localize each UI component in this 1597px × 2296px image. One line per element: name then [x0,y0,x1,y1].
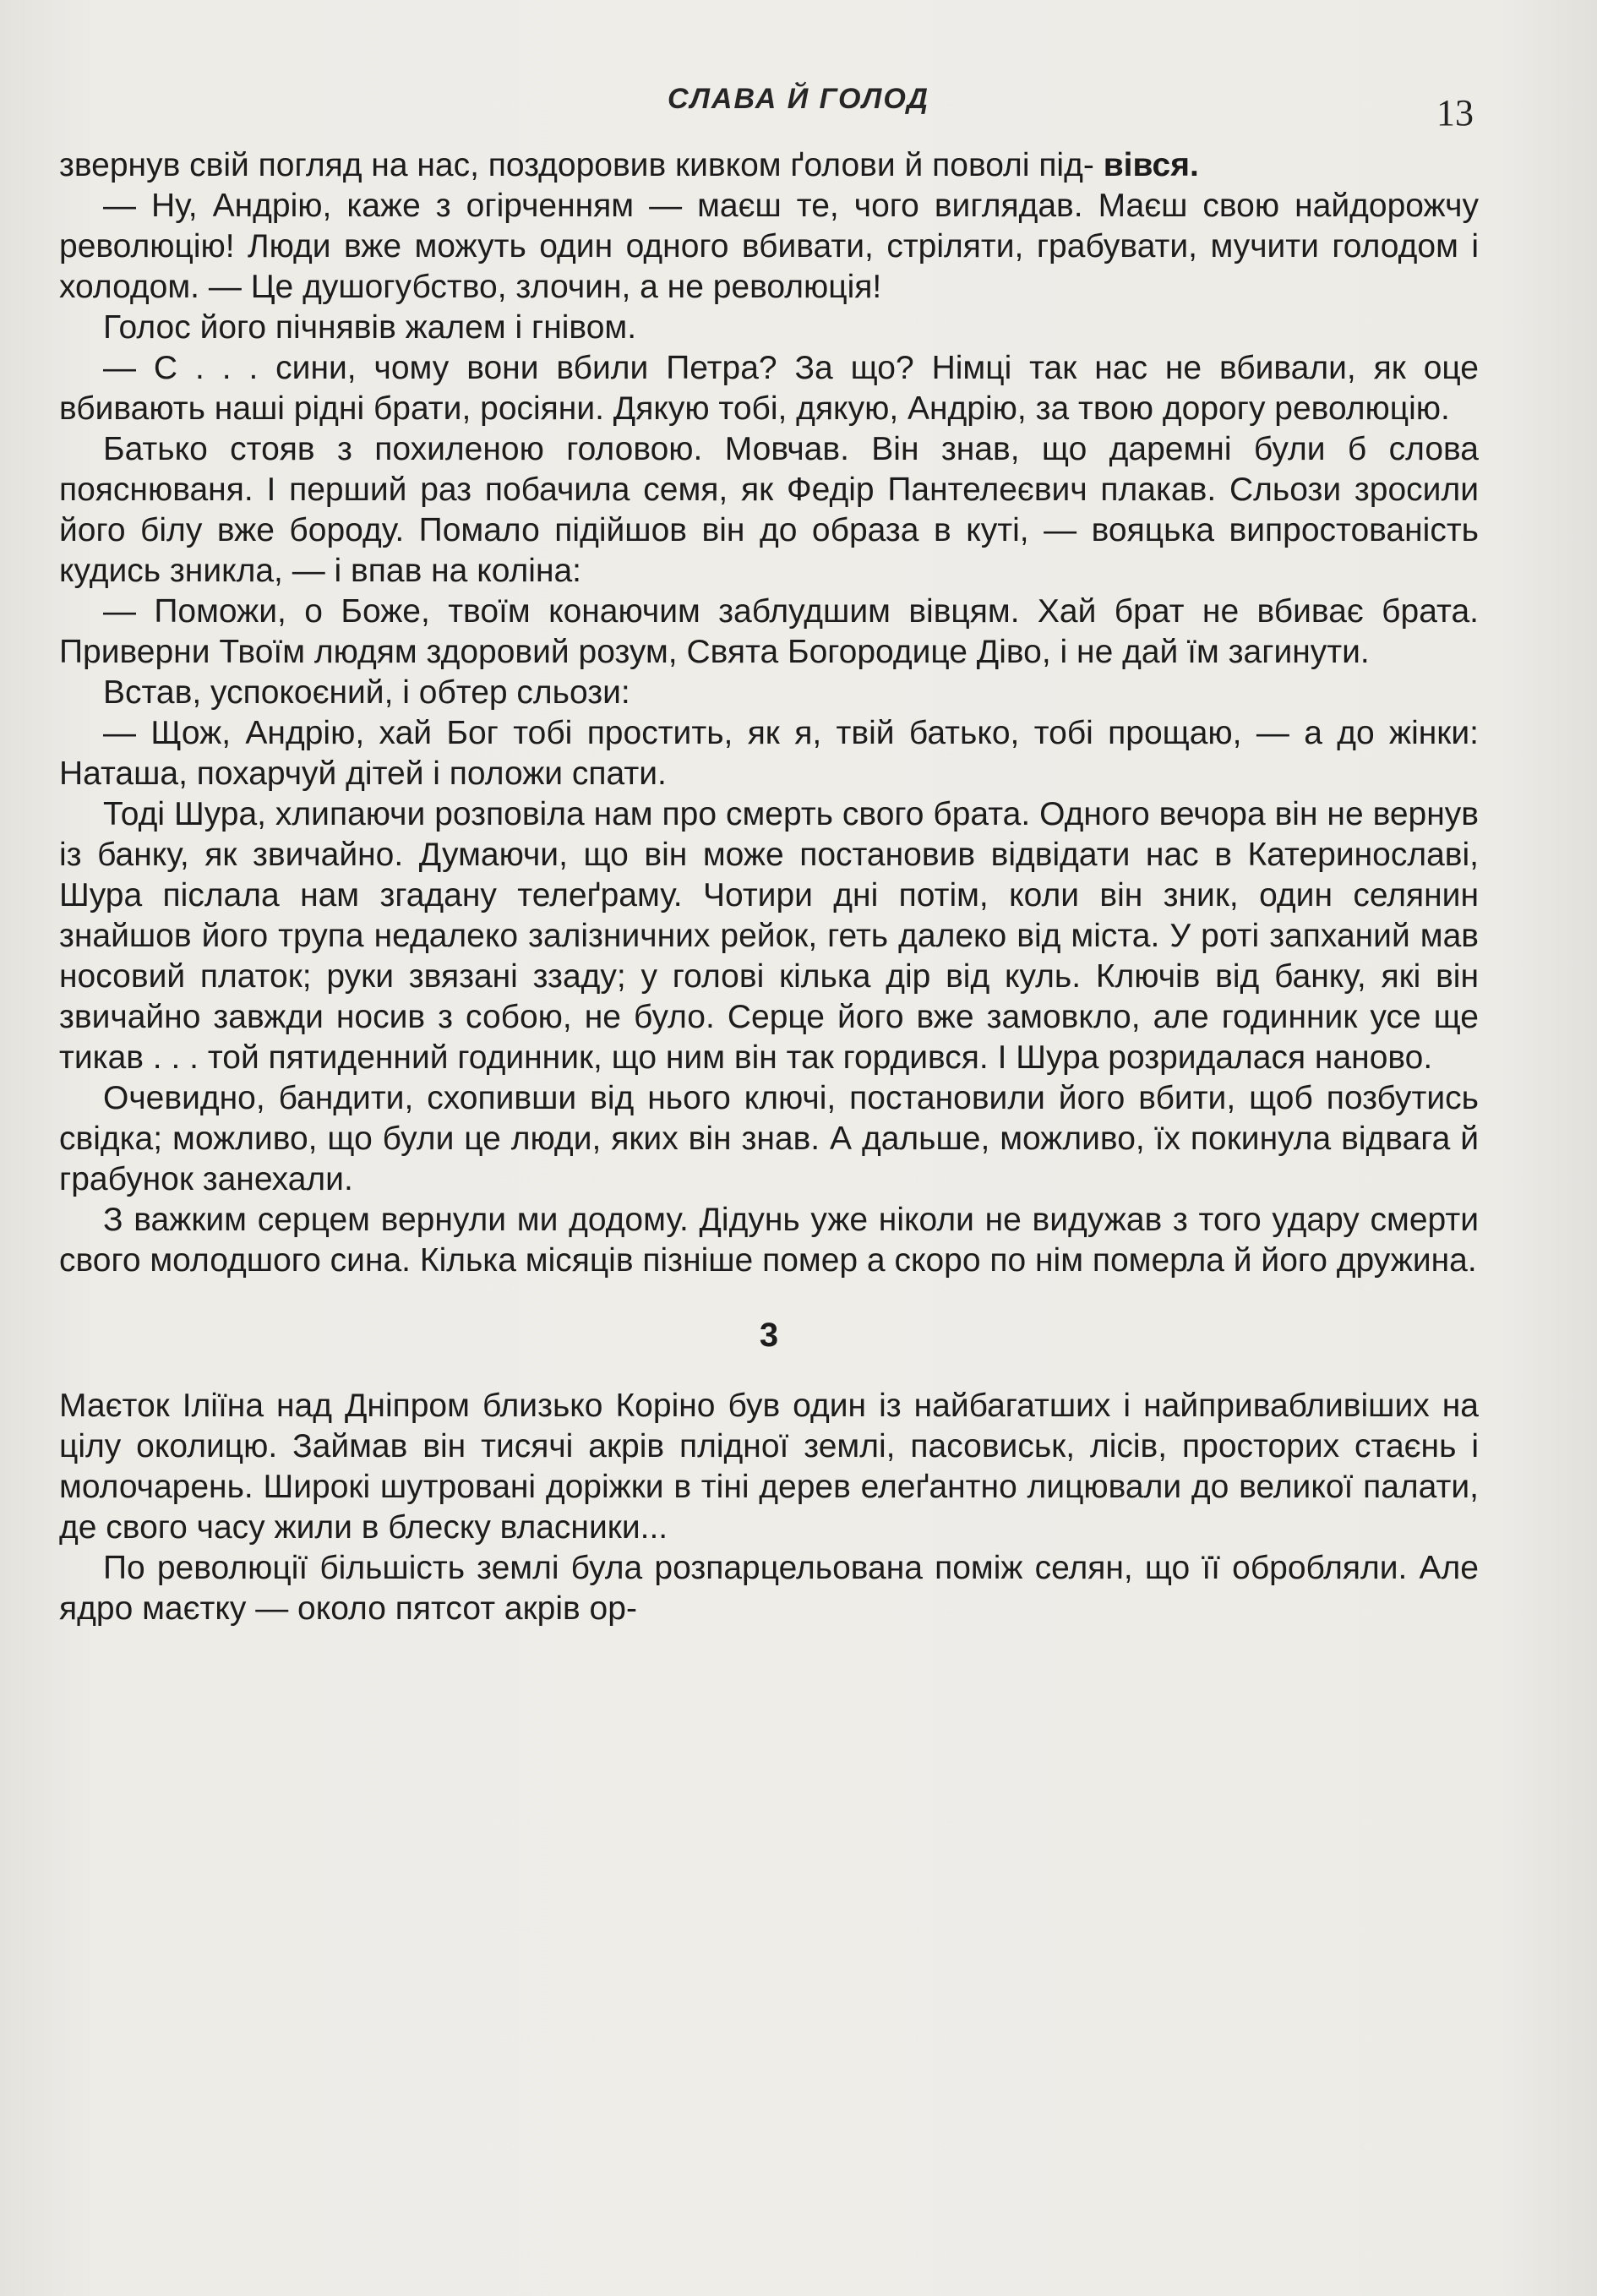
paragraph-continuation-end: вівся. [1103,147,1199,183]
paragraph: Тоді Шура, хлипаючи розповіла нам про смерть свого брата. Одного вечора він не вернув із банку, як звичайно. Думаючи, що він може постановив відвідати нас в Катеринославі, Шура післала нам згадану телеґраму. Чотири дні потім, коли він зник, один селянин знайшов його трупа недалеко залізничних рейок, геть далеко від міста. У роті запханий мав носовий платок; руки звязані ззаду; у голові кілька дір від куль. Ключів від банку, які він звичайно завжди носив з собою, не було. Серце його вже замовкло, але годинник усе ще тикав . . . той пятиденний годинник, що ним він так гордився. І Шура розридалася наново. [59,796,1479,1076]
paragraph: Очевидно, бандити, схопивши від нього ключі, постановили його вбити, щоб позбутись свідка; можливо, що були це люди, яких він знав. А дальше, можливо, їх покинула відвага й грабунок занехали. [59,1080,1479,1197]
paragraph: — Ну, Андрію, каже з огірченням — маєш те, чого виглядав. Маєш свою найдорожчу революцію! Люди вже можуть один одного вбивати, стріляти, грабувати, мучити голодом і холодом. — Це душогубство, злочин, а не революція! [59,188,1479,305]
body-text [59,145,1479,1629]
paragraph: З важким серцем вернули ми додому. Дідунь уже ніколи не видужав з того удару смерти свого молодшого сина. Кілька місяців пізніше помер а скоро по нім померла й його дружина. [59,1202,1479,1279]
page-number: 13 [1436,92,1474,134]
paragraph: Встав, успокоєний, і обтер сльози: [103,674,630,711]
paragraph-continuation: звернув свій погляд на нас, поздоровив кивком ґолови й поволі під- [59,147,1094,183]
paragraph: Голос його пічнявів жалем і гнівом. [103,309,637,346]
section-number: 3 [759,1317,779,1354]
paragraph: Маєток Іліїна над Дніпром близько Коріно був один із найбагатших і найпривабливіших на цілу околицю. Займав він тисячі акрів плідної землі, пасовиськ, лісів, просторих стаєнь і молочарень. Широкі шутровані доріжки в тіні дерев елеґантно лицювали до великої палати, де свого часу жили в блеску власники... [59,1388,1479,1546]
paragraph: — Щож, Андрію, хай Бог тобі простить, як я, твій батько, тобі прощаю, — а до жінки: Наташа, похарчуй дітей і положи спати. [59,715,1479,792]
paragraph: — Поможи, о Боже, твоїм конаючим заблудшим вівцям. Хай брат не вбиває брата. Приверни Твоїм людям здоровий розум, Свята Богородице Діво, і не дай їм загинути. [59,593,1479,670]
paragraph: По революції більшість землі була розпарцельована поміж селян, що її обробляли. Але ядро маєтку — около пятсот акрів ор- [59,1550,1479,1627]
paragraph: Батько стояв з похиленою головою. Мовчав. Він знав, що даремні були б слова пояснюваня. І перший раз побачила семя, як Федір Пантелеєвич плакав. Сльози зросили його білу вже бороду. Помало підійшов він до образа в куті, — вояцька випростованість кудись зникла, — і впав на коліна: [59,431,1479,589]
running-head: СЛАВА Й ГОЛОД [668,83,929,115]
paragraph: — С . . . сини, чому вони вбили Петра? За що? Німці так нас не вбивали, як оце вбивають наші рідні брати, росіяни. Дякую тобі, дякую, Андрію, за твою дорогу революцію. [59,350,1479,427]
paragraph [59,145,1479,186]
